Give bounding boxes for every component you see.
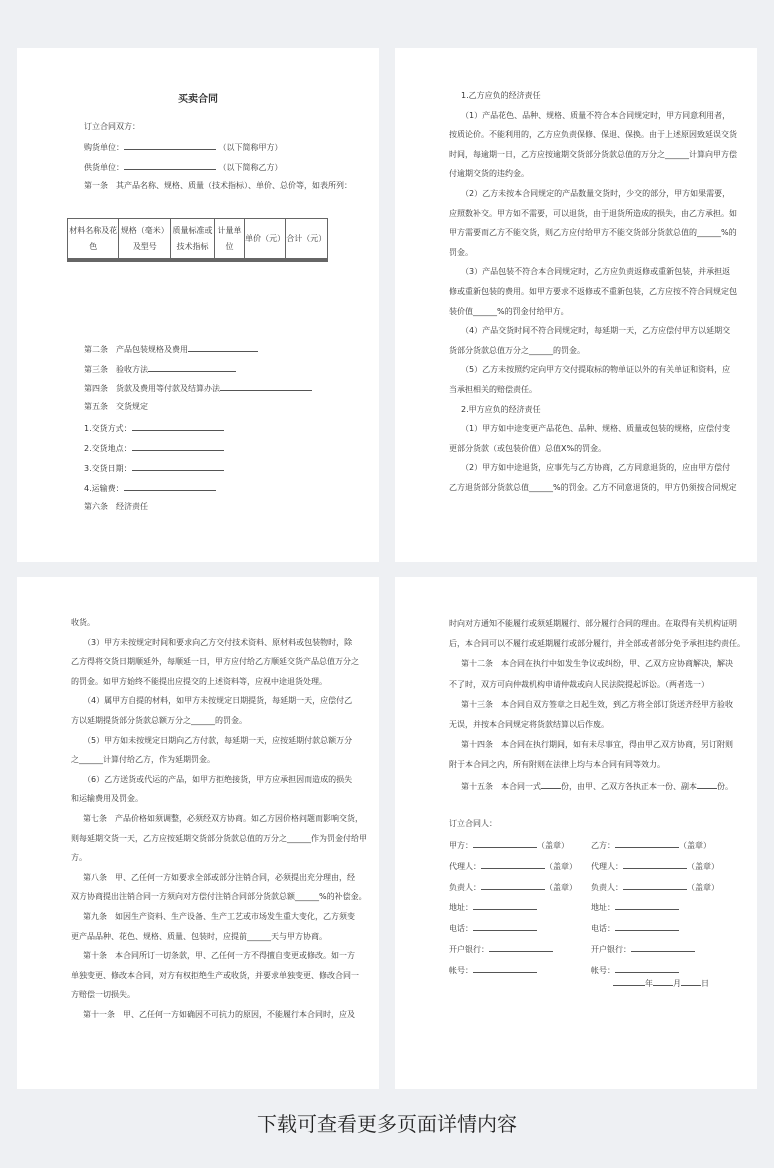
sign-label: 乙方： xyxy=(591,841,615,850)
paragraph-line: （2）甲方如中途退货，应事先与乙方协商，乙方同意退货的，应由甲方偿付 xyxy=(461,463,731,473)
paragraph-line: （5）甲方如未按规定日期向乙方付款，每延期一天，应按延期付款总额万分 xyxy=(83,735,353,745)
transport-fee: 4.运输费： xyxy=(84,480,216,496)
article-1: 第一条 其产品名称、规格、质量（技术指标）、单价、总价等，如表所列： xyxy=(84,181,352,190)
paragraph-line: 则每延期交货一天，乙方应按延期交货部分货款总值的万分之______作为罚金付给甲 xyxy=(71,833,367,843)
sign-blank xyxy=(615,837,679,848)
duplicate-blank xyxy=(697,778,717,789)
table-header-cell: 质量标准或 技术指标 xyxy=(171,219,215,259)
paragraph-line: 更部分货款（或包装价值）总值X%的罚金。 xyxy=(449,443,607,453)
paragraph-line: 第九条 如因生产资料、生产设备、生产工艺或市场发生重大变化，乙方须变 xyxy=(83,912,355,921)
paragraph-line: 第七条 产品价格如须调整，必须经双方协商。如乙方因价格问题而影响交货， xyxy=(83,814,363,823)
paragraph-line: （3）产品包装不符合本合同规定时，乙方应负责返修或重新包装，并承担返 xyxy=(461,267,731,277)
paragraph-line: 方以延期提货部分货款总额万分之______的罚金。 xyxy=(71,716,247,725)
paragraph-line: 甲方需要而乙方不能交货，则乙方应付给甲方不能交货部分货款总值的______%的 xyxy=(449,228,737,238)
sign-blank xyxy=(615,899,679,910)
article-3-blank xyxy=(148,361,236,372)
paragraph-line: （6）乙方送货或代运的产品，如甲方拒绝接货，甲方应承担因而造成的损失 xyxy=(83,774,353,784)
contract-page-1 xyxy=(17,48,379,562)
sign-blank xyxy=(623,879,687,890)
paragraph-line: 第十三条 本合同自双方签章之日起生效，到乙方将全部订货送齐经甲方验收 xyxy=(461,699,733,709)
paragraph-line: 无误，并按本合同规定将货款结算以后作废。 xyxy=(449,720,609,729)
seller-suffix: （以下简称乙方） xyxy=(218,163,283,172)
paragraph-line: 更产品品种、花色、规格、质量、包装时，应提前______天与甲方协商。 xyxy=(71,931,327,941)
contract-page-4 xyxy=(395,577,757,1089)
paragraph-line: 2.甲方应负的经济责任 xyxy=(461,404,541,414)
contract-page-2 xyxy=(395,48,757,562)
sign-row-right xyxy=(591,920,679,936)
paragraph-line: 罚金。 xyxy=(449,247,473,257)
sign-row-right xyxy=(591,941,695,957)
seller-label: 供货单位： xyxy=(84,163,124,172)
sign-label: 电话： xyxy=(591,924,615,934)
paragraph-line: 装价值______%的罚金付给甲方。 xyxy=(449,306,569,316)
sign-label: 负责人： xyxy=(591,882,623,892)
paragraph-line: 后，本合同可以不履行或延期履行或部分履行，并全部或者部分免予承担违约责任。 xyxy=(449,639,745,649)
paragraph-line: 单独变更、修改本合同，对方有权拒绝生产或收货，并要求单独变更、修改合同一 xyxy=(71,970,359,980)
sign-label: 甲方： xyxy=(449,841,473,850)
paragraph-line: 不了时，双方可向仲裁机构申请仲裁或向人民法院提起诉讼。（两者选一） xyxy=(449,679,709,689)
paragraph-line: 1.乙方应负的经济责任 xyxy=(461,91,541,100)
paragraph-line: 时向对方通知不能履行或须延期履行、部分履行合同的理由。在取得有关机构证明 xyxy=(449,619,737,628)
parties-heading: 订立合同双方： xyxy=(84,122,140,131)
sign-blank xyxy=(623,858,687,869)
sign-row-left xyxy=(449,962,537,978)
article-2: 第二条 产品包装规格及费用 xyxy=(84,341,258,357)
delivery-place: 2.交货地点： xyxy=(84,440,224,456)
paragraph-line: （5）乙方未按照约定向甲方交付提取标的物单证以外的有关单证和资料，应 xyxy=(461,365,731,375)
paragraph-line: （1）产品花色、品种、规格、质量不符合本合同规定时，甲方同意利用者， xyxy=(461,110,731,120)
transport-fee-blank xyxy=(124,480,216,491)
sign-label: 开户银行： xyxy=(449,945,489,954)
copies-blank xyxy=(541,778,561,789)
article-6: 第六条 经济责任 xyxy=(84,502,148,511)
paragraph-line: 修或重新包装的费用。如甲方要求不返修或不重新包装，乙方应按不符合同规定包 xyxy=(449,287,737,296)
article-4-blank xyxy=(220,380,312,391)
sign-blank xyxy=(489,941,553,952)
sign-blank xyxy=(615,920,679,931)
sign-label: 开户银行： xyxy=(591,945,631,954)
paragraph-line: （4）产品交货时间不符合同规定时，每延期一天，乙方应偿付甲方以延期交 xyxy=(461,326,731,336)
delivery-method-blank xyxy=(132,420,224,431)
paragraph-line: （4）属甲方自提的材料，如甲方未按规定日期提货，每延期一天，应偿付乙 xyxy=(83,696,353,706)
table-header-cell: 计量单 位 xyxy=(214,219,244,259)
paragraph-line: （2）乙方未按本合同规定的产品数量交货时，少交的部分，甲方如果需要， xyxy=(461,189,731,198)
year-blank xyxy=(613,975,645,986)
sign-label: 负责人： xyxy=(449,882,481,892)
sign-seal-label: （盖章） xyxy=(679,841,711,850)
delivery-date: 3.交货日期： xyxy=(84,460,224,476)
paragraph-line: 乙方得将交货日期顺延外，每顺延一日，甲方应付给乙方顺延交货产品总值万分之 xyxy=(71,657,359,667)
paragraph-line: 第十条 本合同所订一切条款，甲、乙任何一方不得擅自变更或修改。如一方 xyxy=(83,951,355,961)
table-header-cell: 合计（元） xyxy=(285,219,327,259)
buyer-label: 购货单位： xyxy=(84,143,124,152)
article-2-blank xyxy=(188,341,258,352)
product-table xyxy=(67,218,328,262)
sign-seal-label: （盖章） xyxy=(537,841,569,850)
sign-blank xyxy=(473,837,537,848)
sign-row-left xyxy=(449,837,569,853)
sign-label: 代理人： xyxy=(591,861,623,871)
article-15: 第十五条 本合同一式 份，由甲、乙双方各执正本一份、副本 份。 xyxy=(461,778,733,794)
sign-date: 年 月 日 xyxy=(613,975,709,991)
paragraph-line: 第八条 甲、乙任何一方如要求全部或部分注销合同，必须提出充分理由，经 xyxy=(83,872,355,882)
table-header-row xyxy=(68,219,328,259)
table-header-cell: 规格（毫米） 及型号 xyxy=(119,219,171,259)
paragraph-line: 附于本合同之内，所有附则在法律上均与本合同有同等效力。 xyxy=(449,760,665,770)
paragraph-line: 第十一条 甲、乙任何一方如确因不可抗力的原因，不能履行本合同时，应及 xyxy=(83,1010,355,1019)
article-3: 第三条 验收方法 xyxy=(84,361,236,377)
paragraph-line: 付逾期交货的违约金。 xyxy=(449,169,529,179)
paragraph-line: 和运输费用及罚金。 xyxy=(71,794,143,804)
paragraph-line: 收货。 xyxy=(71,618,95,627)
sign-row-right xyxy=(591,899,679,915)
sign-seal-label: （盖章） xyxy=(687,882,719,892)
table-row xyxy=(68,261,328,262)
paragraph-line: 第十二条 本合同在执行中如发生争议或纠纷，甲、乙双方应协商解决，解决 xyxy=(461,659,733,669)
paragraph-line: 时间，每逾期一日，乙方应按逾期交货部分货款总值的万分之______计算向甲方偿 xyxy=(449,149,737,159)
month-blank xyxy=(653,975,673,986)
sign-blank xyxy=(473,962,537,973)
article-4: 第四条 货款及费用等付款及结算办法 xyxy=(84,380,312,396)
paragraph-line: （3）甲方未按规定时间和要求向乙方交付技术资料、原材料或包装物时，除 xyxy=(83,637,353,647)
paragraph-line: 双方协商提出注销合同一方须向对方偿付注销合同部分货款总额______%的补偿金。 xyxy=(71,892,367,902)
article-5: 第五条 交货规定 xyxy=(84,402,148,411)
contract-title: 买卖合同 xyxy=(178,94,218,105)
sign-row-left xyxy=(449,941,553,957)
paragraph-line: 货部分货款总值万分之______的罚金。 xyxy=(449,345,585,355)
paragraph-line: 按质论价。不能利用的，乙方应负责保修、保退、保换。由于上述原因致延误交货 xyxy=(449,130,737,140)
sign-seal-label: （盖章） xyxy=(545,882,577,892)
sign-label: 地址： xyxy=(449,903,473,913)
sign-label: 代理人： xyxy=(449,861,481,871)
sign-blank xyxy=(473,899,537,910)
sign-label: 帐号： xyxy=(591,965,615,975)
paragraph-line: 乙方退货部分货款总值______%的罚金。乙方不同意退货的，甲方仍须按合同规定 xyxy=(449,483,737,492)
contract-page-3 xyxy=(17,577,379,1089)
paragraph-line: 方。 xyxy=(71,853,87,863)
sign-row-left xyxy=(449,879,577,895)
delivery-date-blank xyxy=(132,460,224,471)
table-header-cell: 材料名称及花 色 xyxy=(68,219,119,259)
sign-row-right xyxy=(591,858,719,874)
delivery-place-blank xyxy=(132,440,224,451)
buyer-blank xyxy=(124,139,216,150)
paragraph-line: （1）甲方如中途变更产品花色、品种、规格、质量或包装的规格，应偿付变 xyxy=(461,424,731,434)
seller-blank xyxy=(124,159,216,170)
sign-seal-label: （盖章） xyxy=(545,861,577,871)
delivery-method: 1.交货方式： xyxy=(84,420,224,436)
paragraph-line: 的罚金。如甲方始终不能提出应提交的上述资料等，应视中途退货处理。 xyxy=(71,676,327,686)
table-header-cell: 单价（元） xyxy=(245,219,285,259)
paragraph-line: 方赔偿一切损失。 xyxy=(71,990,135,1000)
sign-blank xyxy=(473,920,537,931)
sign-blank xyxy=(481,858,545,869)
buyer-line xyxy=(84,139,283,155)
buyer-suffix: （以下简称甲方） xyxy=(218,143,283,152)
sign-blank xyxy=(481,879,545,890)
sign-row-left xyxy=(449,899,537,915)
sign-row-right xyxy=(591,837,711,853)
paragraph-line: 之______计算付给乙方，作为延期罚金。 xyxy=(71,755,215,765)
sign-heading: 订立合同人： xyxy=(449,819,497,828)
sign-blank xyxy=(631,941,695,952)
paragraph-line: 当承担相关的赔偿责任。 xyxy=(449,385,537,394)
day-blank xyxy=(681,975,701,986)
sign-label: 地址： xyxy=(591,903,615,913)
download-more-caption: 下载可查看更多页面详情内容 xyxy=(257,1112,517,1136)
paragraph-line: 第十四条 本合同在执行期间，如有未尽事宜，得由甲乙双方协商，另订附则 xyxy=(461,740,733,750)
sign-seal-label: （盖章） xyxy=(687,861,719,871)
sign-blank xyxy=(615,962,679,973)
sign-row-right xyxy=(591,879,719,895)
paragraph-line: 应照数补交。甲方如不需要，可以退货，由于退货所造成的损失，由乙方承担。如 xyxy=(449,208,737,218)
sign-row-left xyxy=(449,858,577,874)
sign-label: 帐号： xyxy=(449,965,473,975)
sign-label: 电话： xyxy=(449,924,473,934)
sign-row-left xyxy=(449,920,537,936)
seller-line xyxy=(84,159,283,175)
